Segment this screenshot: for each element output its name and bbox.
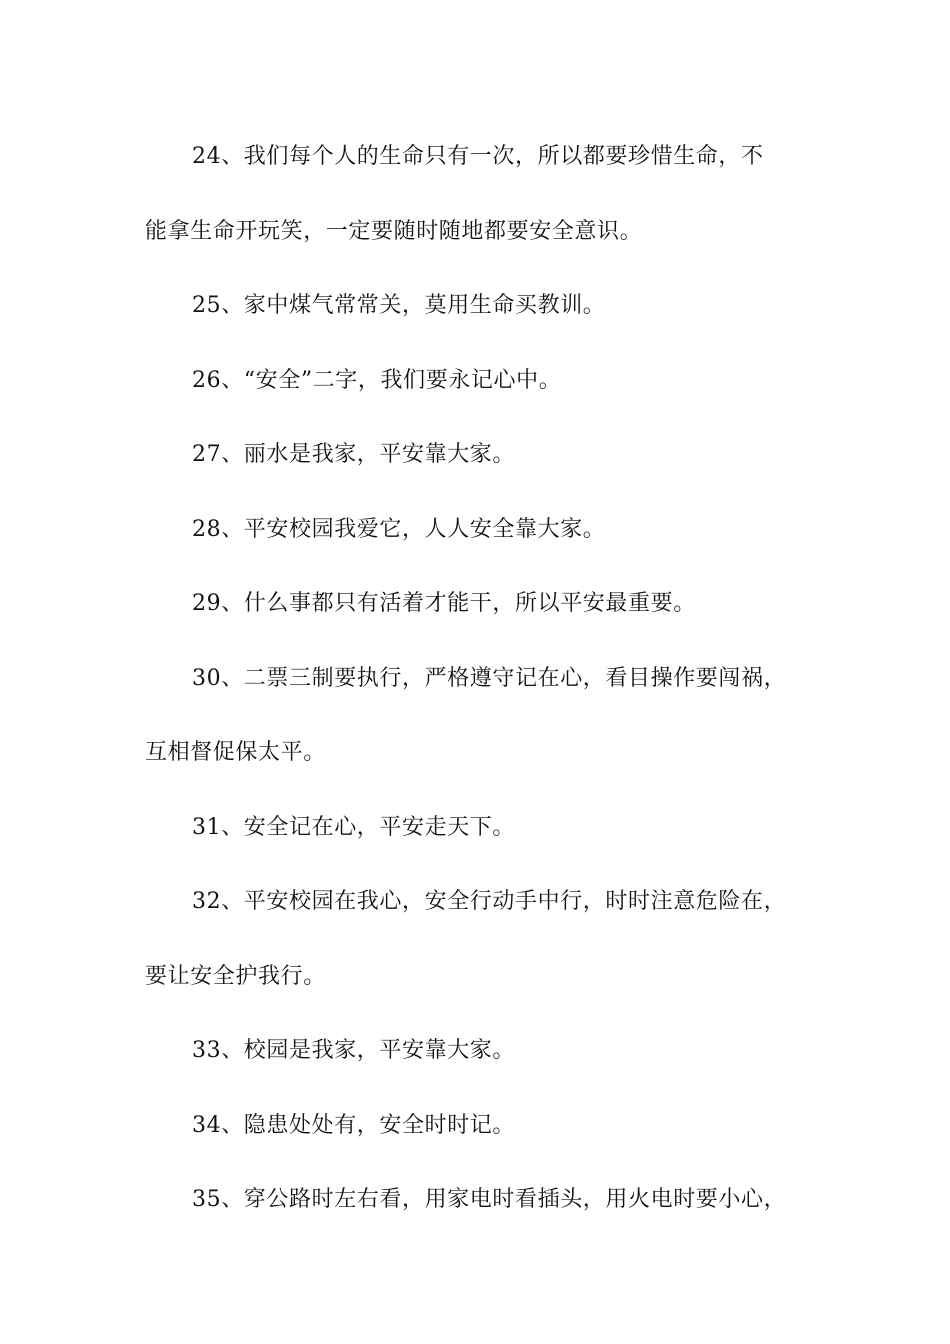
text-line-15: 35、穿公路时左右看，用家电时看插头，用火电时要小心，: [192, 1187, 787, 1212]
text-line-10: 31、安全记在心，平安走天下。: [192, 814, 515, 840]
text-line-5: 27、丽水是我家，平安靠大家。: [192, 442, 515, 467]
text-line-9: 互相督促保太平。: [145, 740, 326, 765]
text-line-3: 25、家中煤气常常关，莫用生命买教训。: [192, 293, 606, 318]
text-line-14: 34、隐患处处有，安全时时记。: [192, 1112, 515, 1138]
text-line-13: 33、校园是我家，平安靠大家。: [192, 1038, 515, 1063]
text-line-7: 29、什么事都只有活着才能干，所以平安最重要。: [192, 591, 696, 616]
document-body: [145, 120, 825, 1238]
text-line-2: 能拿生命开玩笑，一定要随时随地都要安全意识。: [145, 218, 643, 244]
text-line-1: 24、我们每个人的生命只有一次，所以都要珍惜生命，不: [192, 144, 764, 169]
text-line-11: 32、平安校园在我心，安全行动手中行，时时注意危险在，: [192, 889, 787, 914]
text-line-8: 30、二票三制要执行，严格遵守记在心，看目操作要闯祸，: [192, 665, 787, 691]
text-line-6: 28、平安校园我爱它，人人安全靠大家。: [192, 516, 606, 542]
text-line-4: 26、“安全”二字，我们要永记心中。: [192, 367, 562, 393]
text-line-12: 要让安全护我行。: [145, 963, 326, 989]
